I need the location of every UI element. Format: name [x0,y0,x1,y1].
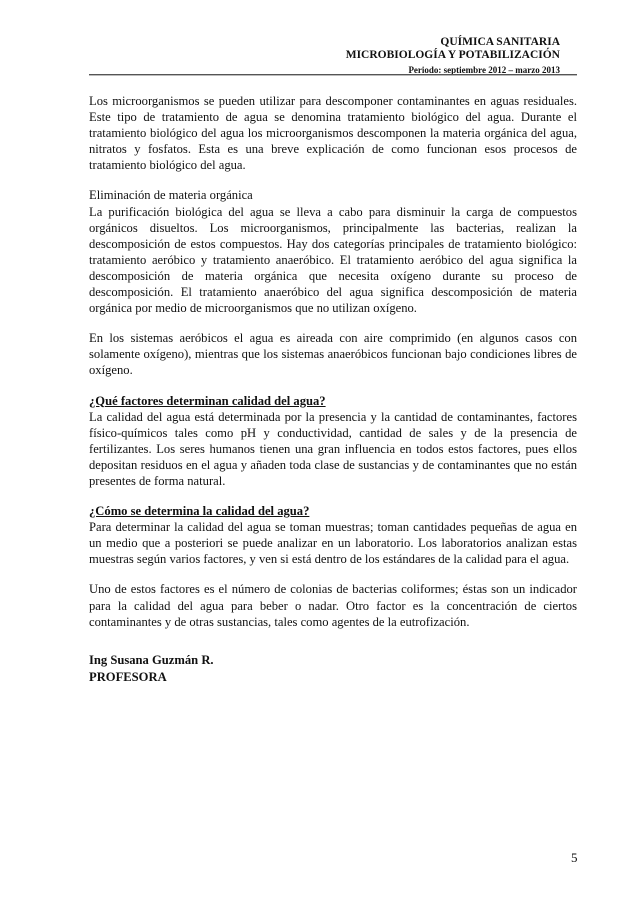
signature-role: PROFESORA [89,669,167,684]
section-heading-quality-determination: ¿Cómo se determina la calidad del agua? [89,504,310,519]
signature-block [89,652,577,686]
page-header [346,36,560,77]
header-period: Periodo: septiembre 2012 – marzo 2013 [408,65,560,75]
section-heading-organic-matter: Eliminación de materia orgánica [89,188,253,203]
section-heading-quality-factors: ¿Qué factores determinan calidad del agua? [89,393,326,408]
document-body [89,93,577,686]
header-subject: MICROBIOLOGÍA Y POTABILIZACIÓN [345,49,560,61]
quality-factors-paragraph: La calidad del agua está determinada por la presencia y la cantidad de contaminantes, factores físico-químicos tales como pH y conductividad, cantidad de sales y de la presencia de fertilizantes. Los seres humanos tienen una gran influencia en todos estos factores, pues ellos depositan residuos en el agua y añaden toda clase de sustancias y de contaminantes que no están presentes de forma natural. [89,409,577,488]
organic-matter-paragraph: La purificación biológica del agua se lleva a cabo para disminuir la carga de compuestos orgánicos disueltos. Los microorganismos, principalmente las bacterias, realizan la descomposición de estos compuestos. Hay dos categorías principales de tratamiento biológico: tratamiento aeróbico y tratamiento anaeróbico. El tratamiento aeróbico del agua significa la descomposición de materia orgánica que necesita oxígeno durante su proceso de descomposición. El tratamiento anaeróbico del agua significa descomposición de materia orgánica por medio de microorganismos que no utilizan oxígeno. [89,204,577,316]
header-rule [89,74,577,75]
header-course-title: QUÍMICA SANITARIA [440,36,560,48]
coliform-indicator-paragraph: Uno de estos factores es el número de colonias de bacterias coliformes; éstas son un indicador para la calidad del agua para beber o nadar. Otro factor es la concentración de ciertos contaminantes y de otras sustancias, tales como agentes de la eutrofización. [89,582,577,629]
page-number: 5 [571,850,578,865]
signature-name: Ing Susana Guzmán R. [89,652,214,667]
aerobic-systems-paragraph: En los sistemas aeróbicos el agua es aireada con aire comprimido (en algunos casos con solamente oxígeno), mientras que los sistemas anaeróbicos funcionan bajo condiciones libres de oxígeno. [89,331,577,378]
intro-paragraph: Los microorganismos se pueden utilizar para descomponer contaminantes en aguas residuales. Este tipo de tratamiento de agua se denomina tratamiento biológico del agua. Durante el tratamiento biológico del agua los microorganismos descomponen la materia orgánica del agua, nitratos y fosfatos. Esta es una breve explicación de como funcionan esos procesos de tratamiento biológico del agua. [89,94,577,173]
quality-determination-paragraph: Para determinar la calidad del agua se toman muestras; toman cantidades pequeñas de agua en un medio que a posteriori se puede analizar en un laboratorio. Los laboratorios analizan estas muestras según varios factores, y ven si está dentro de los estándares de la calidad para el agua. [89,520,577,567]
